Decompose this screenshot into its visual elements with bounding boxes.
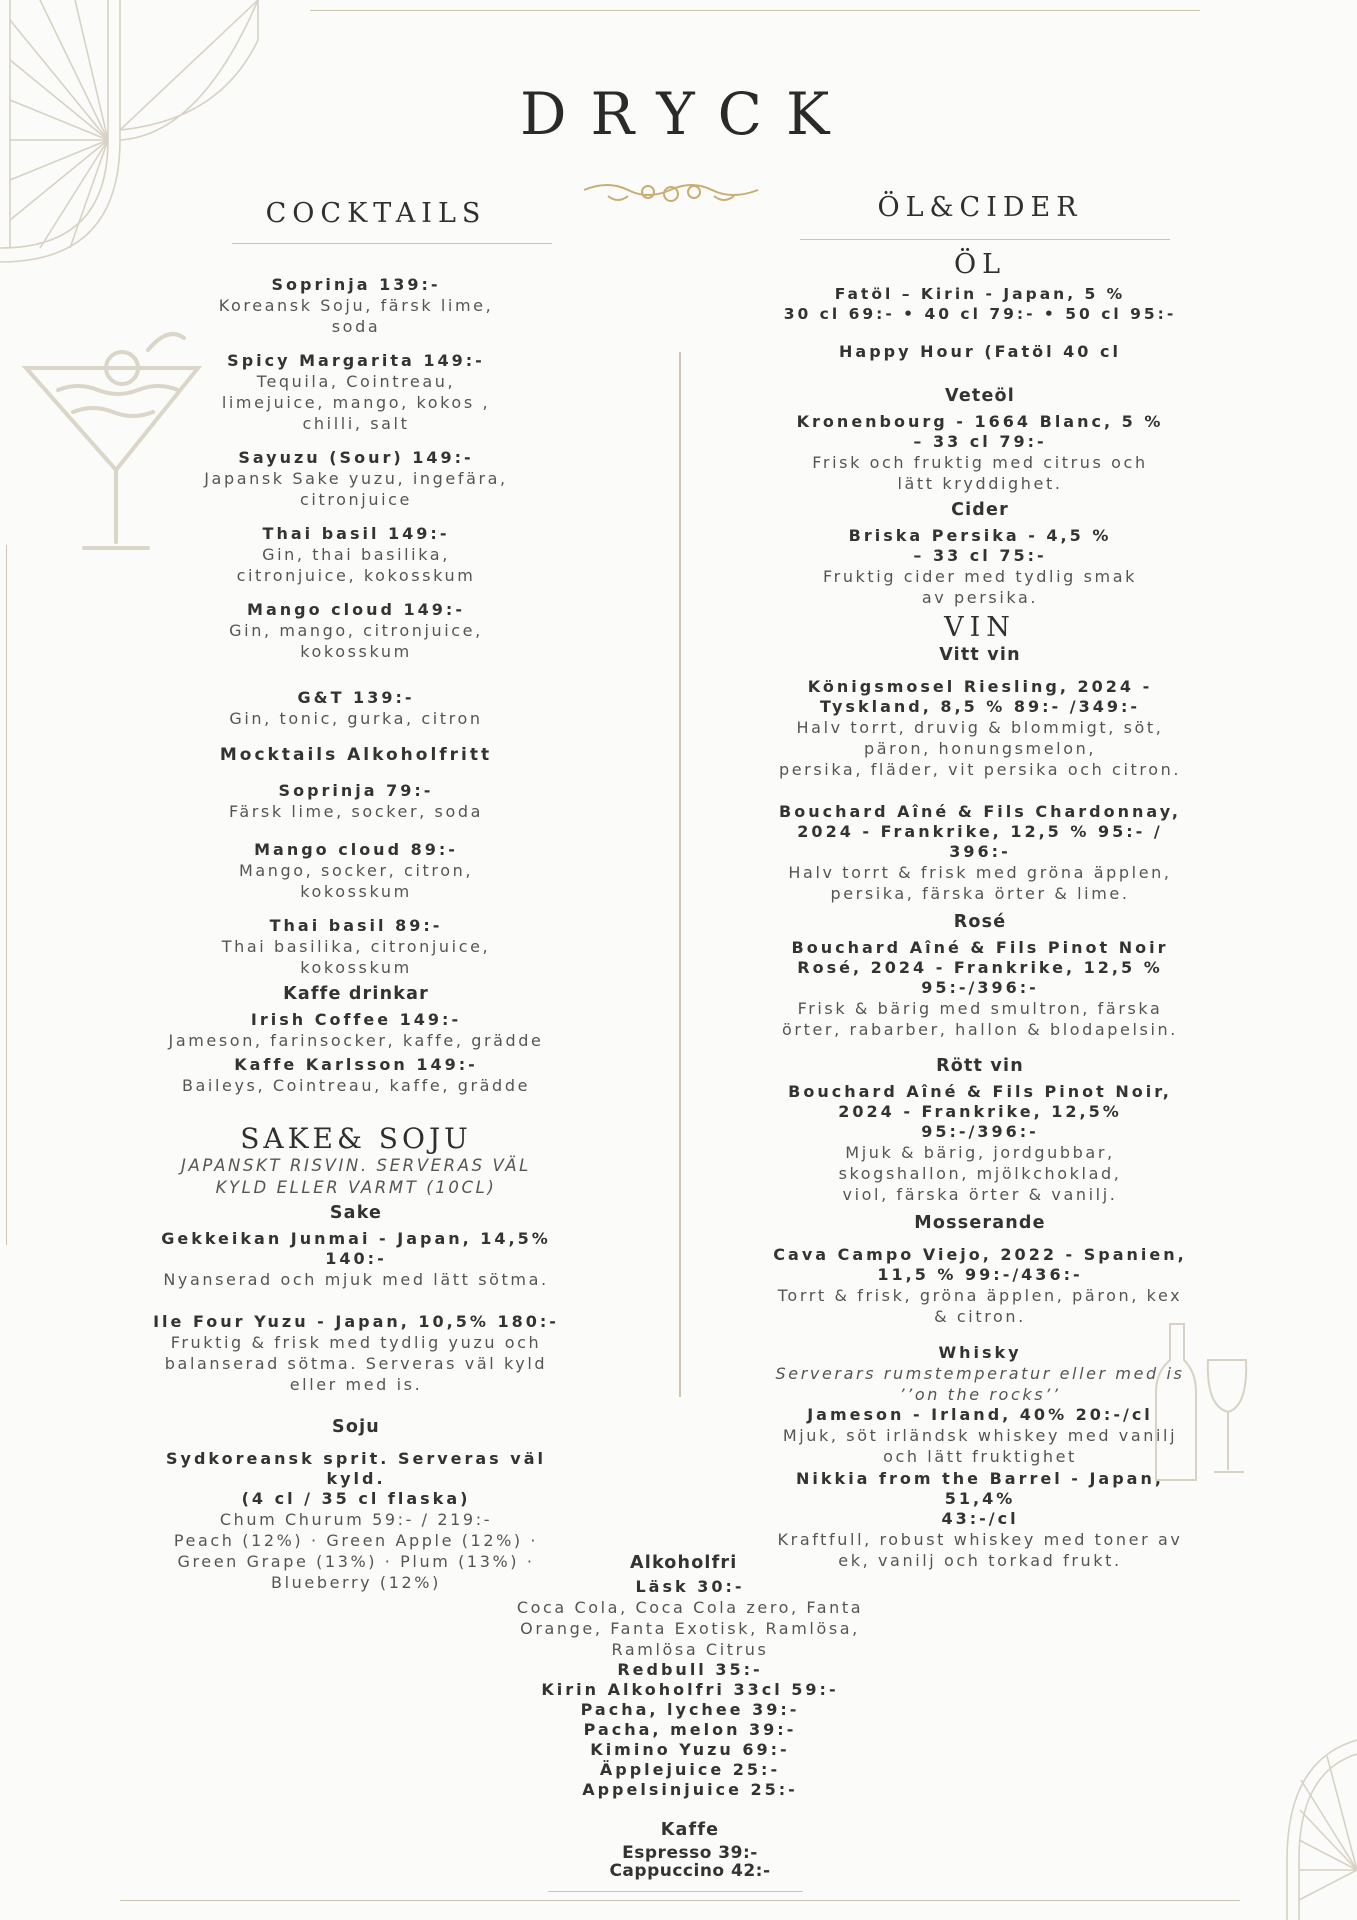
menu-item: Kronenbourg - 1664 Blanc, 5 % – 33 cl 79:- Frisk och fruktig med citrus och lätt kryddighet. [796, 412, 1164, 493]
mousserande-heading: Mosserande [914, 1213, 1046, 1233]
menu-item: Bouchard Aîné & Fils Chardonnay, 2024 - Frankrike, 12,5 % 95:- / 396:- Halv torrt & frisk med gröna äpplen, persika, färska örter & lime. [779, 802, 1181, 903]
list-item: Pacha, melon 39:- [583, 1720, 797, 1739]
menu-item: Sayuzu (Sour) 149:- Japansk Sake yuzu, ingefära, citronjuice [204, 448, 508, 509]
alkoholfri-heading: Alkoholfri [630, 1553, 738, 1573]
menu-item: Kaffe Karlsson 149:- Baileys, Cointreau, kaffe, grädde [181, 1055, 531, 1095]
menu-item: Thai basil 89:- Thai basilika, citronjuice, kokosskum [221, 916, 491, 977]
menu-item: Spicy Margarita 149:- Tequila, Cointreau, limejuice, mango, kokos , chilli, salt [221, 351, 491, 433]
rott-vin-heading: Rött vin [936, 1056, 1024, 1076]
page-title: DRYCK [520, 80, 854, 148]
vitt-vin-heading: Vitt vin [939, 645, 1021, 665]
veteol-heading: Veteöl [945, 386, 1015, 406]
menu-item: Soprinja 139:- Koreansk Soju, färsk lime, soda [218, 275, 494, 336]
sake-heading: Sake [329, 1203, 383, 1223]
list-item: Kimino Yuzu 69:- [590, 1740, 790, 1759]
sake-soju-heading: SAKE& SOJU [240, 1122, 472, 1155]
menu-item: Mango cloud 89:- Mango, socker, citron, kokosskum [238, 840, 474, 901]
list-item: Espresso 39:- [622, 1843, 758, 1863]
cider-heading: Cider [951, 500, 1009, 520]
top-rule [310, 10, 1200, 11]
art-deco-fan-bottom-right [1267, 1720, 1357, 1920]
list-item: Äpplejuice 25:- [599, 1760, 781, 1779]
list-item: Pacha, lychee 39:- [580, 1700, 800, 1719]
menu-item: Bouchard Aîné & Fils Pinot Noir Rosé, 2024 - Frankrike, 12,5 % 95:-/396:- Frisk & bärig med smultron, färska örter, rabarber, hallon & blodapelsin. [782, 938, 1178, 1039]
menu-item: Nikkia from the Barrel - Japan, 51,4% 43:-/cl Kraftfull, robust whiskey med toner av ek, vanilj och torkad frukt. [777, 1469, 1183, 1570]
menu-item: G&T 139:- Gin, tonic, gurka, citron [229, 688, 483, 728]
menu-item: Königsmosel Riesling, 2024 - Tyskland, 8,5 % 89:- /349:- Halv torrt, druvig & blommigt, söt, päron, honungsmelon, persika, fläder, vit persika och citron. [778, 677, 1182, 779]
alkoholfri-section [490, 1553, 890, 1880]
cocktails-heading: COCKTAILS [265, 198, 487, 229]
column-divider-center [679, 352, 681, 1397]
column-divider-left [6, 545, 7, 1245]
menu-item: Mango cloud 149:- Gin, mango, citronjuice, kokosskum [229, 600, 483, 661]
soju-heading: Soju [332, 1417, 380, 1437]
list-item: Appelsinjuice 25:- [582, 1780, 798, 1799]
list-item: Redbull 35:- [617, 1660, 763, 1679]
kaffe-rule [548, 1891, 803, 1892]
menu-item: Bouchard Aîné & Fils Pinot Noir, 2024 - Frankrike, 12,5% 95:-/396:- Mjuk & bärig, jordgubbar, skogshallon, mjölkchoklad, viol, färska örter & vanilj. [788, 1082, 1172, 1204]
menu-item: Thai basil 149:- Gin, thai basilika, citronjuice, kokosskum [236, 524, 476, 585]
bottom-rule [120, 1900, 1240, 1901]
ornament-flourish [578, 176, 764, 206]
coffee-drinks-heading: Kaffe drinkar [283, 984, 429, 1004]
menu-item: Irish Coffee 149:- Jameson, farinsocker, kaffe, grädde [168, 1010, 544, 1050]
ol-cider-heading: ÖL&CIDER [877, 192, 1083, 223]
kaffe-heading: Kaffe [660, 1820, 720, 1840]
lask-item: Läsk 30:- [635, 1577, 745, 1596]
sake-soju-subtitle: JAPANSKT RISVIN. SERVERAS VÄL KYLD ELLER VARMT (10CL) [181, 1156, 531, 1197]
list-item: Cappuccino 42:- [609, 1861, 771, 1881]
whisky-note: Serverars rumstemperatur eller med is ’’on the rocks’’ [775, 1364, 1185, 1404]
vin-heading: VIN [944, 612, 1016, 643]
mocktails-heading: Mocktails Alkoholfritt [219, 745, 493, 765]
list-item: Kirin Alkoholfri 33cl 59:- [541, 1680, 839, 1699]
fatol-item: Fatöl – Kirin - Japan, 5 % 30 cl 69:- • 40 cl 79:- • 50 cl 95:- [783, 285, 1177, 323]
cocktails-heading-rule [232, 243, 552, 244]
menu-item: Ile Four Yuzu - Japan, 10,5% 180:- Fruktig & frisk med tydlig yuzu och balanserad sötma. Serveras väl kyld eller med is. [153, 1312, 559, 1394]
menu-item: Jameson - Irland, 40% 20:-/cl Mjuk, söt irländsk whiskey med vanilj och lätt fruktighet [782, 1405, 1178, 1466]
menu-item: Cava Campo Viejo, 2022 - Spanien, 11,5 % 99:-/436:- Torrt & frisk, gröna äpplen, päron, kex & citron. [773, 1245, 1187, 1326]
lask-desc: Coca Cola, Coca Cola zero, Fanta Orange, Fanta Exotisk, Ramlösa, Ramlösa Citrus [516, 1598, 864, 1659]
whisky-heading: Whisky [938, 1343, 1022, 1362]
cocktails-section [152, 198, 560, 1607]
rose-heading: Rosé [953, 912, 1007, 932]
ol-cider-section [770, 192, 1190, 1585]
happy-hour-text: Happy Hour (Fatöl 40 cl [839, 342, 1121, 361]
menu-item: Gekkeikan Junmai - Japan, 14,5% 140:- Nyanserad och mjuk med lätt sötma. [161, 1229, 551, 1289]
menu-item: Sydkoreansk sprit. Serveras väl kyld. (4 cl / 35 cl flaska) Chum Churum 59:- / 219:- Peach (12%) · Green Apple (12%) · Green Grape (13%) · Plum (13%) · Blueberry (12%) [166, 1449, 546, 1592]
menu-item: Soprinja 79:- Färsk lime, socker, soda [229, 781, 483, 821]
ol-cider-heading-rule [800, 239, 1170, 240]
ol-heading: ÖL [953, 249, 1007, 280]
menu-item: Briska Persika - 4,5 % – 33 cl 75:- Fruktig cider med tydlig smak av persika. [823, 526, 1137, 607]
